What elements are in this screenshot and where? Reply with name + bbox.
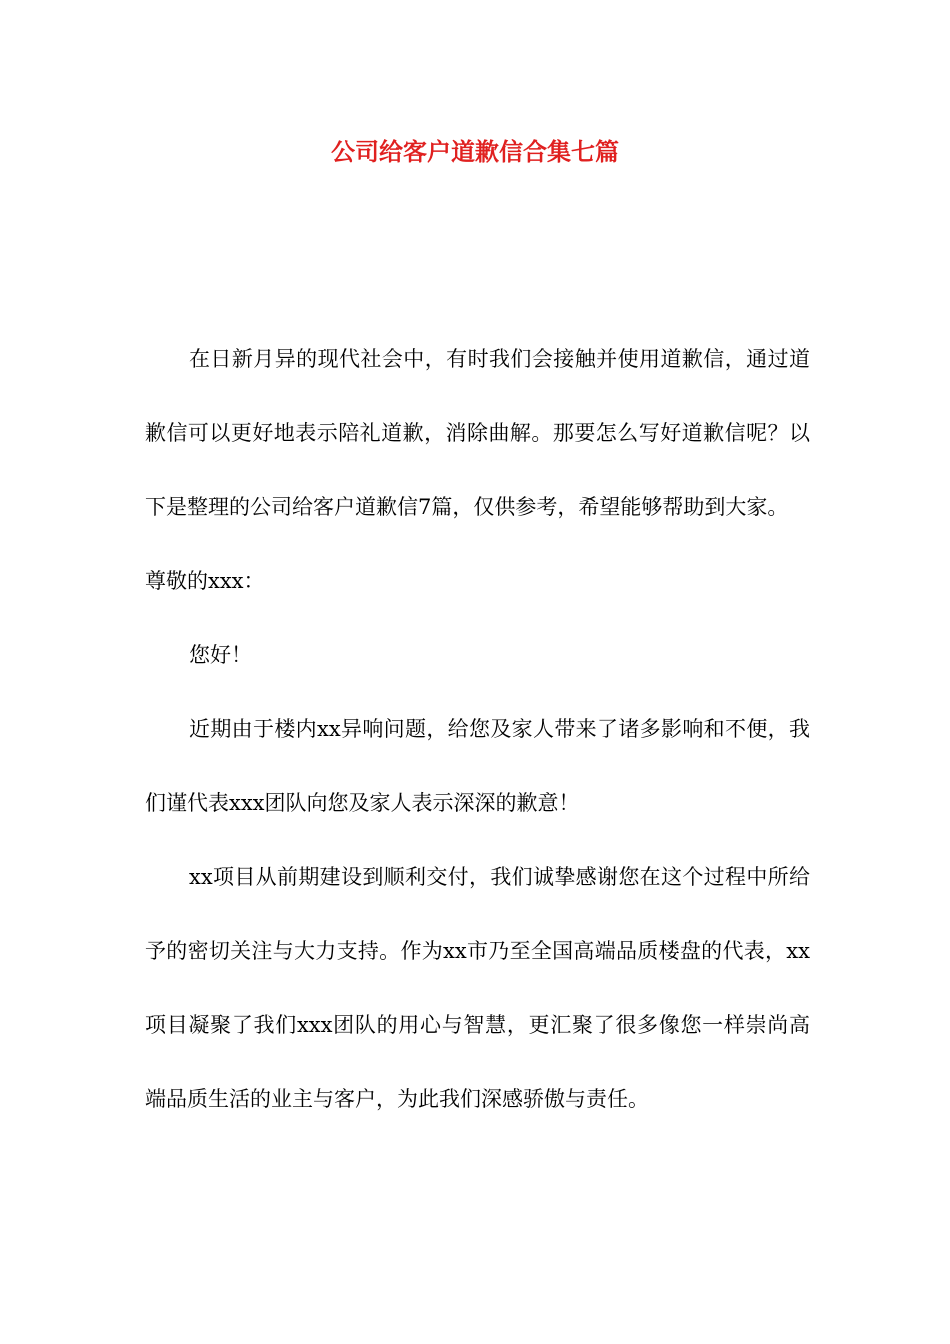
intro-paragraph: 在日新月异的现代社会中，有时我们会接触并使用道歉信，通过道歉信可以更好地表示陪礼道歉，消除曲解。那要怎么写好道歉信呢？以下是整理的公司给客户道歉信7篇，仅供参考，希望能够帮助到大家。 [145,347,810,519]
document-title: 公司给客户道歉信合集七篇 [331,137,619,166]
project-paragraph: xx项目从前期建设到顺利交付，我们诚挚感谢您在这个过程中所给予的密切关注与大力支持。作为xx市乃至全国高端品质楼盘的代表，xx项目凝聚了我们xxx团队的用心与智慧，更汇聚了很多像您一样崇尚高端品质生活的业主与客户，为此我们深感骄傲与责任。 [145,865,810,1111]
greeting: 您好！ [189,643,252,667]
salutation: 尊敬的xxx： [145,569,265,593]
apology-paragraph: 近期由于楼内xx异响问题，给您及家人带来了诸多影响和不便，我们谨代表xxx团队向您及家人表示深深的歉意！ [145,717,810,815]
document-body [145,322,810,1136]
